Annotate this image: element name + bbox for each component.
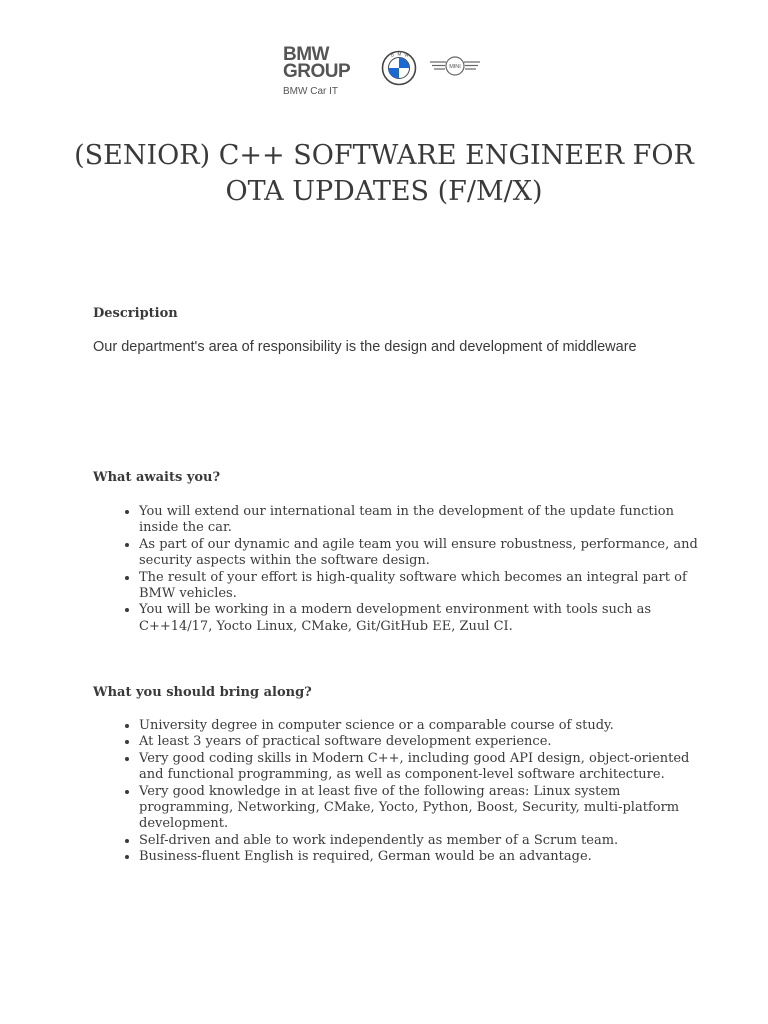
description-heading: Description (93, 306, 178, 321)
list-item: • Business-fluent English is required, German would be an advantage. (139, 849, 699, 865)
list-item: • University degree in computer science or a comparable course of study. (139, 718, 699, 734)
header-logos (283, 46, 493, 102)
bmw-car-it-label: BMW Car IT (283, 86, 338, 97)
list-item: • The result of your effort is high-quality software which becomes an integral part of BMW vehicles. (139, 570, 699, 603)
list-item: • You will extend our international team in the development of the update function inside the car. (139, 504, 699, 537)
bmw-group-line1: BMW (283, 44, 329, 65)
list-item: • As part of our dynamic and agile team you will ensure robustness, performance, and security aspects within the software design. (139, 537, 699, 570)
awaits-heading: What awaits you? (93, 470, 221, 485)
bmw-roundel-icon (381, 50, 417, 86)
description-text: Our department's area of responsibility is the design and development of middleware (93, 339, 637, 355)
bring-heading: What you should bring along? (93, 685, 312, 700)
list-item: • You will be working in a modern development environment with tools such as C++14/17, Yocto Linux, CMake, Git/GitHub EE, Zuul CI. (139, 602, 699, 635)
bmw-group-line2: GROUP (283, 61, 351, 82)
svg-text:M: M (397, 51, 402, 57)
bmw-group-logo (283, 46, 350, 97)
svg-text:MINI: MINI (449, 64, 461, 70)
mini-logo-icon (428, 56, 482, 78)
list-item: • Very good coding skills in Modern C++, including good API design, object-oriented and functional programming, as well as component-level software architecture. (139, 751, 699, 784)
svg-text:B: B (391, 52, 395, 58)
title-line1: (SENIOR) C++ SOFTWARE ENGINEER FOR (74, 140, 694, 171)
bring-list (113, 718, 699, 866)
list-item: • Self-driven and able to work independently as member of a Scrum team. (139, 833, 699, 849)
list-item: • Very good knowledge in at least five of the following areas: Linux system programming, Networking, CMake, Yocto, Python, Boost, Security, multi-platform development. (139, 784, 699, 833)
awaits-list (113, 504, 699, 635)
page-title (60, 138, 708, 210)
list-item: • At least 3 years of practical software development experience. (139, 734, 699, 750)
title-line2: OTA UPDATES (F/M/X) (225, 176, 543, 207)
svg-text:W: W (404, 52, 409, 58)
